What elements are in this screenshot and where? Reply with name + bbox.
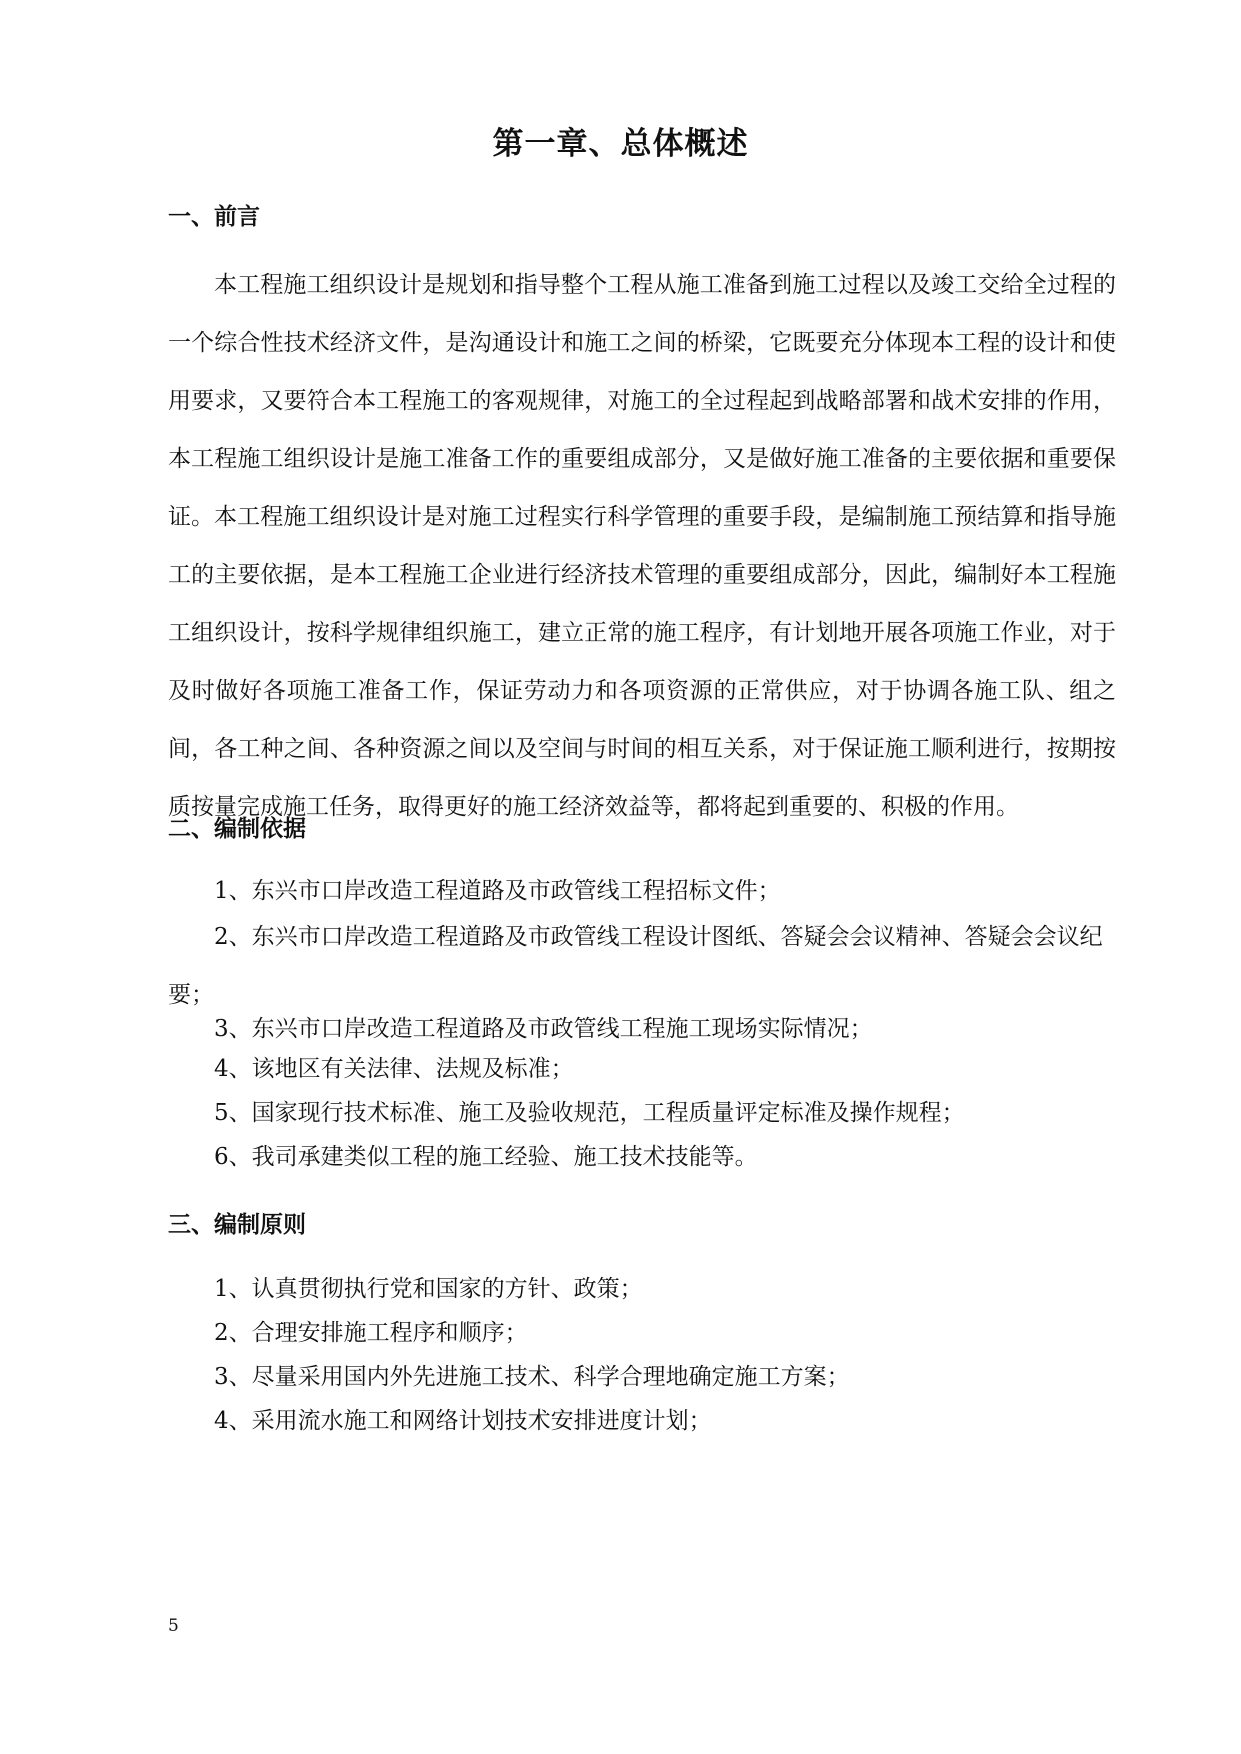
principle-item-2: 2、合理安排施工程序和顺序； [214, 1320, 528, 1346]
basis-item-4: 4、该地区有关法律、法规及标准； [214, 1056, 574, 1082]
section-heading-preface: 一、前言 [168, 204, 260, 230]
principle-item-4: 4、采用流水施工和网络计划技术安排进度计划； [214, 1408, 712, 1434]
basis-item-2: 2、东兴市口岸改造工程道路及市政管线工程设计图纸、答疑会会议精神、答疑会会议纪要； [168, 924, 1103, 1008]
chapter-title: 第一章、总体概述 [492, 126, 749, 162]
page-number: 5 [168, 1616, 179, 1636]
section-heading-principles: 三、编制原则 [168, 1212, 306, 1238]
basis-item-5: 5、国家现行技术标准、施工及验收规范，工程质量评定标准及操作规程； [214, 1100, 965, 1126]
preface-paragraph-1: 本工程施工组织设计是规划和指导整个工程从施工准备到施工过程以及竣工交给全过程的一个综合性技术经济文件，是沟通设计和施工之间的桥梁，它既要充分体现本工程的设计和使用要求，又要符合本工程施工的客观规律，对施工的全过程起到战略部署和战术安排的作用，本工程施工组织设计是施工准备工作的重要组成部分，又是做好施工准备的主要依据和重要保证。 [168, 272, 1116, 530]
basis-item-6: 6、我司承建类似工程的施工经验、施工技术技能等。 [214, 1144, 758, 1170]
basis-item-1: 1、东兴市口岸改造工程道路及市政管线工程招标文件； [214, 878, 781, 904]
principle-item-3: 3、尽量采用国内外先进施工技术、科学合理地确定施工方案； [214, 1364, 850, 1390]
preface-paragraph-2: 本工程施工组织设计是对施工过程实行科学管理的重要手段，是编制施工预结算和指导施工的主要依据，是本工程施工企业进行经济技术管理的重要组成部分，因此，编制好本工程施工组织设计，按科学规律组织施工，建立正常的施工程序，有计划地开展各项施工作业，对于及时做好各项施工准备工作，保证劳动力和各项资源的正常供应，对于协调各施工队、组之间，各工种之间、各种资源之间以及空间与时间的相互关系，对于保证施工顺利进行，按期按质按量完成施工任务，取得更好的施工经济效益等，都将起到重要的、积极的作用。 [168, 504, 1116, 820]
section-heading-basis: 二、编制依据 [168, 816, 306, 842]
principle-item-1: 1、认真贯彻执行党和国家的方针、政策； [214, 1276, 643, 1302]
basis-item-3: 3、东兴市口岸改造工程道路及市政管线工程施工现场实际情况； [214, 1016, 873, 1042]
